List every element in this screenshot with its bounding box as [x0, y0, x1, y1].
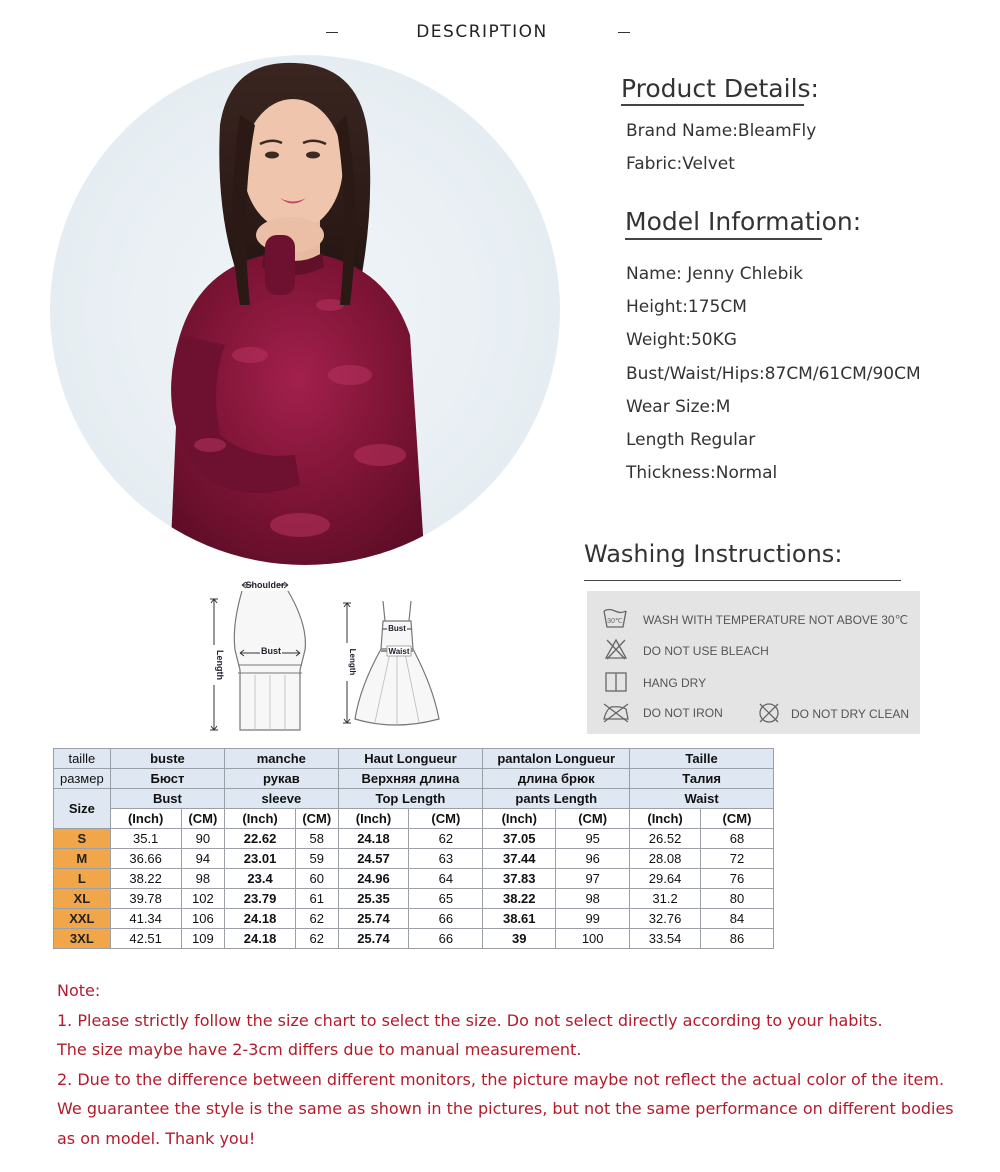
size-value-cell: 23.79	[225, 889, 296, 909]
size-value-cell: 63	[409, 849, 483, 869]
size-value-cell: 38.61	[483, 909, 556, 929]
size-value-cell: 100	[556, 929, 630, 949]
size-value-cell: 109	[181, 929, 225, 949]
fabric: Fabric:Velvet	[626, 154, 735, 174]
svg-text:Length: Length	[348, 648, 357, 676]
size-value-cell: 66	[409, 909, 483, 929]
hdr-ru-sleeve: рукав	[225, 769, 338, 789]
hdr-ru-top-length: Верхняя длина	[338, 769, 483, 789]
size-value-cell: 60	[296, 869, 339, 889]
size-value-cell: 36.66	[110, 849, 181, 869]
hang-dry-text: HANG DRY	[643, 676, 707, 690]
hdr-fr-sleeve: manche	[225, 749, 338, 769]
size-value-cell: 97	[556, 869, 630, 889]
model-info-underline	[625, 238, 822, 240]
no-dry-clean-icon	[757, 701, 781, 725]
model-photo	[50, 55, 560, 565]
model-weight: Weight:50KG	[626, 330, 737, 350]
size-value-cell: 25.35	[338, 889, 409, 909]
no-dry-clean-text: DO NOT DRY CLEAN	[791, 707, 910, 721]
size-rows	[54, 829, 774, 949]
size-value-cell: 24.18	[338, 829, 409, 849]
svg-text:Length: Length	[215, 650, 225, 680]
size-value-cell: 66	[409, 929, 483, 949]
size-value-cell: 102	[181, 889, 225, 909]
no-bleach-icon	[604, 638, 628, 660]
size-value-cell: 23.01	[225, 849, 296, 869]
size-value-cell: 90	[181, 829, 225, 849]
hdr-en-bust: Bust	[110, 789, 224, 809]
note-heading: Note:	[57, 981, 101, 1000]
model-height: Height:175CM	[626, 297, 747, 317]
hdr-en-size: Size	[54, 789, 111, 829]
svg-text:Bust: Bust	[388, 624, 406, 633]
washing-instructions-box	[587, 591, 920, 734]
dress-measurement-diagram	[335, 597, 455, 737]
size-value-cell: 98	[556, 889, 630, 909]
size-value-cell: 33.54	[630, 929, 701, 949]
size-value-cell: 32.76	[630, 909, 701, 929]
svg-text:30℃: 30℃	[607, 618, 623, 625]
size-value-cell: 72	[701, 849, 774, 869]
size-value-cell: 94	[181, 849, 225, 869]
size-value-cell: 35.1	[110, 829, 181, 849]
svg-text:Waist: Waist	[388, 647, 410, 656]
size-value-cell: 65	[409, 889, 483, 909]
size-label-cell: XXL	[54, 909, 111, 929]
unit-inch: (Inch)	[338, 809, 409, 829]
size-row	[54, 909, 774, 929]
thickness: Thickness:Normal	[626, 463, 778, 483]
note-line-5: as on model. Thank you!	[57, 1128, 256, 1148]
size-value-cell: 26.52	[630, 829, 701, 849]
note-line-4: We guarantee the style is the same as shown in the pictures, but not the same performance on different bodies	[57, 1099, 954, 1119]
size-label-cell: S	[54, 829, 111, 849]
svg-text:Bust: Bust	[261, 646, 281, 656]
size-value-cell: 68	[701, 829, 774, 849]
size-value-cell: 24.57	[338, 849, 409, 869]
unit-cm: (CM)	[296, 809, 339, 829]
size-value-cell: 98	[181, 869, 225, 889]
size-value-cell: 80	[701, 889, 774, 909]
size-value-cell: 62	[409, 829, 483, 849]
size-value-cell: 64	[409, 869, 483, 889]
wash-temp-text: WASH WITH TEMPERATURE NOT ABOVE 30℃	[643, 613, 909, 627]
hdr-en-waist: Waist	[630, 789, 774, 809]
size-value-cell: 28.08	[630, 849, 701, 869]
note-line-1: 1. Please strictly follow the size chart to select the size. Do not select directly according to your habits.	[57, 1010, 883, 1030]
size-value-cell: 38.22	[110, 869, 181, 889]
size-value-cell: 24.18	[225, 909, 296, 929]
size-value-cell: 23.4	[225, 869, 296, 889]
washing-underline	[584, 580, 901, 581]
size-value-cell: 37.83	[483, 869, 556, 889]
size-value-cell: 42.51	[110, 929, 181, 949]
size-value-cell: 41.34	[110, 909, 181, 929]
size-value-cell: 24.18	[225, 929, 296, 949]
header-dash-right	[618, 32, 630, 33]
note-line-2: The size maybe have 2-3cm differs due to manual measurement.	[57, 1040, 582, 1060]
hdr-ru-size: размер	[54, 769, 111, 789]
unit-cm: (CM)	[701, 809, 774, 829]
size-value-cell: 106	[181, 909, 225, 929]
model-info-heading: Model Information:	[625, 207, 862, 236]
model-wear-size: Wear Size:M	[626, 397, 731, 417]
hdr-fr-top-length: Haut Longueur	[338, 749, 483, 769]
no-bleach-text: DO NOT USE BLEACH	[643, 644, 769, 658]
model-name: Name: Jenny Chlebik	[626, 264, 803, 284]
size-value-cell: 29.64	[630, 869, 701, 889]
size-value-cell: 62	[296, 909, 339, 929]
size-row	[54, 889, 774, 909]
size-value-cell: 58	[296, 829, 339, 849]
hdr-fr-bust: buste	[110, 749, 224, 769]
hdr-en-sleeve: sleeve	[225, 789, 338, 809]
units-row	[54, 809, 774, 829]
header-row-ru	[54, 769, 774, 789]
size-value-cell: 59	[296, 849, 339, 869]
size-row	[54, 929, 774, 949]
size-value-cell: 31.2	[630, 889, 701, 909]
size-value-cell: 39.78	[110, 889, 181, 909]
size-value-cell: 39	[483, 929, 556, 949]
page-title: DESCRIPTION	[416, 22, 548, 42]
svg-text:Shoulder: Shoulder	[245, 580, 285, 590]
size-value-cell: 61	[296, 889, 339, 909]
hdr-en-pants-length: pants Length	[483, 789, 630, 809]
hdr-fr-size: taille	[54, 749, 111, 769]
wash-30-icon	[602, 607, 628, 629]
size-value-cell: 37.05	[483, 829, 556, 849]
header-row-fr	[54, 749, 774, 769]
hdr-ru-waist: Талия	[630, 769, 774, 789]
size-label-cell: 3XL	[54, 929, 111, 949]
size-value-cell: 25.74	[338, 929, 409, 949]
size-label-cell: XL	[54, 889, 111, 909]
unit-inch: (Inch)	[110, 809, 181, 829]
size-label-cell: M	[54, 849, 111, 869]
size-value-cell: 96	[556, 849, 630, 869]
size-value-cell: 37.44	[483, 849, 556, 869]
unit-inch: (Inch)	[225, 809, 296, 829]
size-row	[54, 849, 774, 869]
size-row	[54, 829, 774, 849]
note-line-3: 2. Due to the difference between different monitors, the picture maybe not reflect the actual color of the item.	[57, 1069, 945, 1089]
length: Length Regular	[626, 430, 756, 450]
size-value-cell: 24.96	[338, 869, 409, 889]
notes-section	[57, 976, 967, 1154]
unit-cm: (CM)	[409, 809, 483, 829]
size-value-cell: 86	[701, 929, 774, 949]
unit-cm: (CM)	[556, 809, 630, 829]
product-details-heading: Product Details:	[621, 74, 819, 103]
size-value-cell: 38.22	[483, 889, 556, 909]
size-value-cell: 25.74	[338, 909, 409, 929]
top-measurement-diagram	[200, 575, 330, 737]
size-value-cell: 76	[701, 869, 774, 889]
unit-inch: (Inch)	[483, 809, 556, 829]
size-value-cell: 62	[296, 929, 339, 949]
size-row	[54, 869, 774, 889]
model-measurements: Bust/Waist/Hips:87CM/61CM/90CM	[626, 364, 921, 384]
size-value-cell: 22.62	[225, 829, 296, 849]
no-iron-text: DO NOT IRON	[643, 706, 723, 720]
size-value-cell: 95	[556, 829, 630, 849]
size-value-cell: 84	[701, 909, 774, 929]
size-label-cell: L	[54, 869, 111, 889]
washing-heading: Washing Instructions:	[584, 540, 843, 568]
hdr-fr-waist: Taille	[630, 749, 774, 769]
brand-name: Brand Name:BleamFly	[626, 121, 817, 141]
unit-inch: (Inch)	[630, 809, 701, 829]
hdr-ru-bust: Бюст	[110, 769, 224, 789]
unit-cm: (CM)	[181, 809, 225, 829]
hdr-fr-pants-length: pantalon Longueur	[483, 749, 630, 769]
hdr-en-top-length: Top Length	[338, 789, 483, 809]
hang-dry-icon	[604, 671, 628, 693]
no-iron-icon	[601, 701, 631, 723]
header-row-en	[54, 789, 774, 809]
hdr-ru-pants-length: длина брюк	[483, 769, 630, 789]
size-value-cell: 99	[556, 909, 630, 929]
size-chart-table	[53, 748, 774, 949]
product-details-underline	[621, 104, 804, 106]
